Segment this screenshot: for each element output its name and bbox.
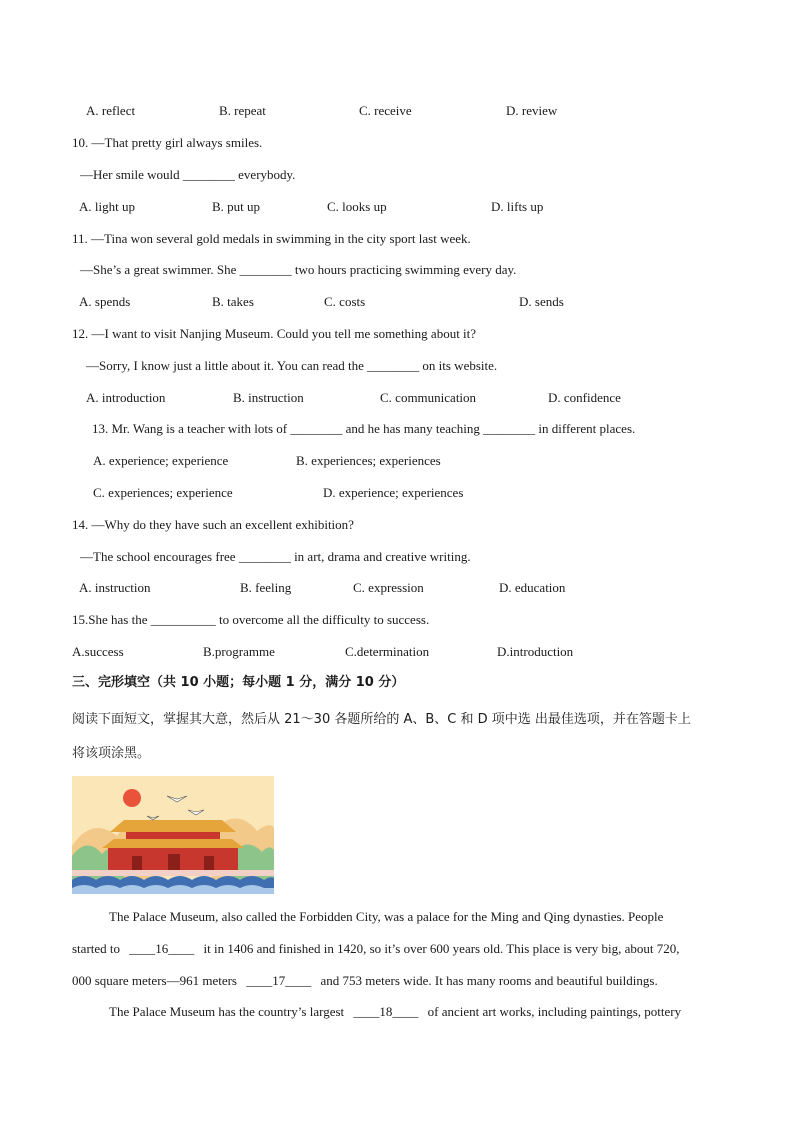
option-c: C.determination — [345, 644, 430, 659]
option-b: B. repeat — [219, 103, 266, 118]
paragraph-2-line-1 — [109, 1004, 681, 1020]
text: 000 square meters—961 meters — [72, 973, 237, 988]
option-b: B.programme — [203, 644, 275, 659]
text: The Palace Museum has the country’s largest — [109, 1004, 345, 1019]
blank-16: ____16____ — [129, 941, 195, 956]
option-b: B. put up — [212, 199, 261, 214]
blank-17: ____17____ — [246, 973, 312, 988]
question-response: —Her smile would ________ everybody. — [80, 167, 296, 182]
sun — [123, 789, 141, 807]
option-d: D. sends — [519, 294, 564, 309]
option-d: D. lifts up — [491, 199, 544, 214]
question-stem: 12. —I want to visit Nanjing Museum. Could you tell me something about it? — [72, 326, 477, 341]
option-b: B. instruction — [233, 390, 304, 405]
text: of ancient art works, including paintings, pottery — [427, 1004, 682, 1019]
option-c: C. looks up — [327, 199, 387, 214]
option-c: C. experiences; experience — [93, 485, 233, 500]
terrace — [72, 870, 274, 876]
question-stem: 14. —Why do they have such an excellent exhibition? — [72, 517, 354, 532]
option-d: D. review — [506, 103, 558, 118]
question-stem: 10. —That pretty girl always smiles. — [72, 135, 263, 150]
option-a: A. introduction — [86, 390, 166, 405]
gate — [204, 856, 214, 870]
option-a: A. reflect — [86, 103, 136, 118]
palace-illustration-svg — [72, 776, 274, 894]
option-a: A.success — [72, 644, 124, 659]
text: and 753 meters wide. It has many rooms and beautiful buildings. — [320, 973, 658, 988]
question-stem: 15.She has the __________ to overcome all the difficulty to success. — [72, 612, 430, 627]
option-d: D. confidence — [548, 390, 621, 405]
question-response: —The school encourages free ________ in art, drama and creative writing. — [80, 549, 471, 564]
section-instruction-cont: 将该项涂黑。 — [72, 746, 151, 761]
paragraph-1-line-2 — [72, 941, 680, 957]
option-c: C. costs — [324, 294, 366, 309]
gate — [132, 856, 142, 870]
gate-main — [168, 854, 180, 870]
option-c: C. expression — [353, 580, 424, 595]
lower-roof — [102, 839, 244, 848]
option-a: A. spends — [79, 294, 131, 309]
section-instruction: 阅读下面短文，掌握其大意，然后从 21～30 各题所给的 A、B、C 和 D 项中选 出最佳选项，并在答题卡上 — [72, 712, 691, 727]
paragraph-1-line-1: The Palace Museum, also called the Forbidden City, was a palace for the Ming and Qing dynasties. People — [109, 909, 664, 924]
option-d: D. education — [499, 580, 566, 595]
question-stem: 13. Mr. Wang is a teacher with lots of ________ and he has many teaching ________ in different places. — [92, 421, 636, 436]
option-d: D. experience; experiences — [323, 485, 464, 500]
option-d: D.introduction — [497, 644, 574, 659]
question-response: —She’s a great swimmer. She ________ two hours practicing swimming every day. — [80, 262, 517, 277]
text: started to — [72, 941, 121, 956]
question-response: —Sorry, I know just a little about it. You can read the ________ on its website. — [86, 358, 498, 373]
blank-18: ____18____ — [353, 1004, 419, 1019]
option-c: C. communication — [380, 390, 477, 405]
option-b: B. feeling — [240, 580, 292, 595]
option-b: B. experiences; experiences — [296, 453, 441, 468]
text: it in 1406 and finished in 1420, so it’s over 600 years old. This place is very big, about 720, — [203, 941, 680, 956]
upper-roof — [110, 820, 236, 832]
section-heading: 三、完形填空（共 10 小题；每小题 1 分，满分 10 分） — [72, 675, 405, 690]
palace-museum-illustration — [72, 776, 274, 894]
option-a: A. experience; experience — [93, 453, 229, 468]
question-stem: 11. —Tina won several gold medals in swimming in the city sport last week. — [72, 231, 471, 246]
option-c: C. receive — [359, 103, 412, 118]
option-b: B. takes — [212, 294, 254, 309]
option-a: A. instruction — [79, 580, 151, 595]
paragraph-1-line-3 — [72, 973, 658, 989]
option-a: A. light up — [79, 199, 135, 214]
